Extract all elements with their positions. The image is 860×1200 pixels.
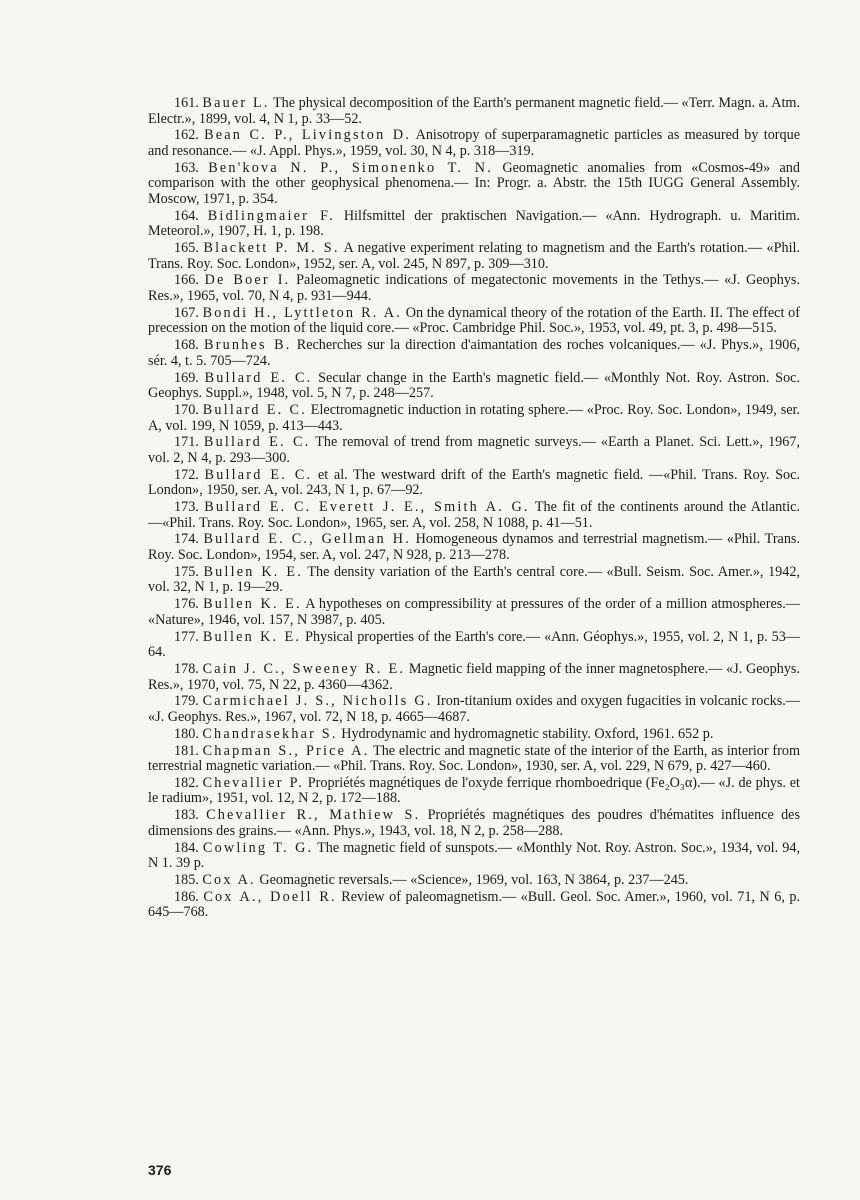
reference-entry [148, 532, 800, 563]
reference-text: Hilfsmittel der praktischen Navigation.— «Ann. Hydrograph. u. Maritim. Meteorol.», 1907, H. 1, p. 198. [148, 207, 800, 240]
reference-number: 178. [174, 660, 199, 677]
reference-text: Physical properties of the Earth's core.— «Ann. Géophys.», 1955, vol. 2, N 1, p. 53—64. [148, 628, 800, 661]
reference-authors: Carmichael J. S., Nicholls G. [202, 693, 433, 710]
reference-authors: Cox A., Doell R. [203, 888, 337, 905]
reference-entry [148, 727, 800, 743]
reference-entry [148, 338, 800, 369]
reference-entry [148, 630, 800, 661]
reference-authors: Chevallier P. [202, 774, 304, 791]
reference-number: 177. [174, 628, 199, 645]
reference-entry [148, 273, 800, 304]
reference-text: Secular change in the Earth's magnetic field.— «Monthly Not. Roy. Astron. Soc. Geophys. Suppl.», 1948, vol. 5, N 7, p. 248—257. [148, 369, 801, 402]
reference-text: Geomagnetic anomalies from «Cosmos-49» and comparison with the other geophysical phenomena.— In: Progr. a. Abstr. the 15th IUGG General Assembly. Moscow, 1971, p. 354. [148, 159, 800, 207]
reference-entry [148, 241, 800, 272]
reference-entry [148, 694, 800, 725]
reference-text: The magnetic field of sunspots.— «Monthly Not. Roy. Astron. Soc.», 1934, vol. 94, N 1. 39 p. [148, 839, 800, 872]
reference-authors: Bidlingmaier F. [207, 207, 335, 224]
reference-authors: Chapman S., Price A. [202, 742, 370, 759]
reference-text: Propriétés magnétiques de l'oxyde ferrique rhomboedrique (Fe₂O₃α).— «J. de phys. et le radium», 1951, vol. 12, N 2, p. 172—188. [148, 774, 800, 807]
reference-entry [148, 597, 800, 628]
reference-entry [148, 209, 800, 240]
reference-text: Review of paleomagnetism.— «Bull. Geol. Soc. Amer.», 1960, vol. 71, N 6, p. 645—768. [148, 888, 801, 921]
reference-number: 162. [174, 127, 199, 144]
reference-number: 172. [174, 466, 199, 483]
reference-authors: Cox A. [202, 872, 256, 888]
reference-text: A hypotheses on compressibility at pressures of the order of a million atmospheres.— «Nature», 1946, vol. 157, N 3987, p. 405. [148, 596, 800, 628]
reference-list [148, 96, 800, 922]
reference-text: Magnetic field mapping of the inner magnetosphere.— «J. Geophys. Res.», 1970, vol. 75, N 22, p. 4360—4362. [148, 660, 800, 693]
reference-authors: Blackett P. M. S. [203, 240, 340, 257]
reference-number: 179. [174, 693, 199, 710]
reference-number: 163. [174, 159, 199, 176]
reference-number: 186. [174, 888, 199, 905]
reference-authors: Chevallier R., Mathiew S. [206, 807, 421, 824]
reference-authors: Bullard E. C. [202, 401, 307, 418]
reference-text: Paleomagnetic indications of megatectonic movements in the Tethys.— «J. Geophys. Res.», 1965, vol. 70, N 4, p. 931—944. [148, 272, 800, 305]
reference-authors: Bullen K. E. [203, 563, 303, 580]
reference-number: 161. [174, 95, 199, 111]
reference-entry [148, 565, 800, 596]
reference-entry [148, 435, 800, 466]
reference-authors: Bullard E. C., Gellman H. [203, 531, 411, 548]
reference-entry [148, 776, 800, 807]
reference-authors: Bean C. P., Livingston D. [204, 127, 412, 144]
reference-number: 170. [174, 401, 199, 418]
reference-number: 180. [174, 725, 199, 742]
reference-text: et al. The westward drift of the Earth's magnetic field. —«Phil. Trans. Roy. Soc. London», 1950, ser. A, vol. 243, N 1, p. 67—92. [148, 466, 800, 499]
reference-entry [148, 808, 800, 839]
reference-authors: Bullard E. C. [203, 434, 311, 451]
reference-number: 167. [174, 304, 199, 321]
reference-number: 182. [174, 774, 199, 791]
reference-text: The density variation of the Earth's central core.— «Bull. Seism. Soc. Amer.», 1942, vol. 32, N 1, p. 19—29. [148, 563, 801, 596]
reference-text: Electromagnetic induction in rotating sphere.— «Proc. Roy. Soc. London», 1949, ser. A, vol. 199, N 1059, p. 413—443. [148, 401, 800, 434]
reference-entry [148, 371, 800, 402]
reference-number: 171. [174, 434, 199, 451]
reference-entry [148, 841, 800, 872]
reference-number: 165. [174, 240, 199, 257]
reference-entry [148, 306, 800, 337]
reference-entry [148, 662, 800, 693]
reference-number: 174. [174, 531, 199, 548]
reference-text: Iron-titanium oxides and oxygen fugacities in volcanic rocks.— «J. Geophys. Res.», 1967, vol. 72, N 18, p. 4665—4687. [148, 693, 800, 725]
reference-authors: Bullen K. E. [203, 596, 302, 613]
reference-text: The removal of trend from magnetic surveys.— «Earth a Planet. Sci. Lett.», 1967, vol. 2, N 4, p. 293—300. [148, 434, 801, 466]
reference-text: Hydrodynamic and hydromagnetic stability. Oxford, 1961. 652 p. [337, 725, 714, 742]
reference-number: 184. [174, 839, 199, 856]
reference-text: On the dynamical theory of the rotation of the Earth. II. The effect of precession on the motion of the liquid core.— «Proc. Cambridge Phil. Soc.», 1953, vol. 49, pt. 3, p. 498—515. [148, 304, 800, 337]
reference-number: 173. [174, 499, 199, 516]
reference-entry [148, 161, 800, 208]
reference-number: 175. [174, 563, 199, 580]
reference-text: A negative experiment relating to magnetism and the Earth's rotation.— «Phil. Trans. Roy. Soc. London», 1952, ser. A, vol. 245, N 897, p. 309—310. [148, 240, 801, 272]
reference-text: The fit of the continents around the Atlantic.—«Phil. Trans. Roy. Soc. London», 1965, ser. A, vol. 258, N 1088, p. 41—51. [148, 499, 800, 531]
reference-entry [148, 96, 800, 127]
reference-text: The physical decomposition of the Earth's permanent magnetic field.— «Terr. Magn. a. Atm. Electr.», 1899, vol. 4, N 1, p. 33—52. [148, 95, 800, 127]
reference-text: Propriétés magnétiques des poudres d'hématites influence des dimensions des grains.— «Ann. Phys.», 1943, vol. 18, N 2, p. 258—288. [148, 807, 800, 839]
reference-authors: Cowling T. G. [202, 839, 314, 856]
reference-authors: Bullen K. E. [202, 628, 302, 645]
reference-authors: Bauer L. [202, 95, 270, 111]
reference-authors: Bullard E. C. Everett J. E., Smith A. G. [204, 499, 530, 516]
reference-number: 168. [174, 337, 199, 354]
reference-entry [148, 744, 800, 775]
reference-number: 181. [174, 742, 199, 759]
reference-text: Anisotropy of superparamagnetic particles as measured by torque and resonance.— «J. Appl. Phys.», 1959, vol. 30, N 4, p. 318—319. [148, 127, 800, 159]
reference-number: 183. [174, 807, 199, 824]
reference-entry [148, 500, 800, 531]
reference-entry [148, 403, 800, 434]
reference-number: 166. [174, 272, 199, 289]
reference-authors: Cain J. C., Sweeney R. E. [202, 660, 406, 677]
reference-entry [148, 468, 800, 499]
reference-number: 176. [174, 596, 199, 613]
reference-text: The electric and magnetic state of the interior of the Earth, as interior from terrestrial magnetic variation.— «Phil. Trans. Roy. Soc. London», 1930, ser. A, vol. 229, N 679, p. 427—460. [148, 742, 800, 775]
reference-entry [148, 128, 800, 159]
page-number: 376 [148, 1162, 172, 1178]
reference-authors: Bullard E. C. [204, 369, 313, 386]
reference-authors: Ben'kova N. P., Simonenko T. N. [208, 159, 493, 176]
reference-number: 169. [174, 369, 199, 386]
reference-text: Geomagnetic reversals.— «Science», 1969, vol. 163, N 3864, p. 237—245. [255, 872, 689, 888]
reference-authors: De Boer I. [204, 272, 291, 289]
reference-authors: Bondi H., Lyttleton R. A. [202, 304, 402, 321]
reference-entry [148, 873, 800, 889]
reference-authors: Chandrasekhar S. [202, 725, 338, 742]
reference-text: Homogeneous dynamos and terrestrial magnetism.— «Phil. Trans. Roy. Soc. London», 1954, ser. A, vol. 247, N 928, p. 213—278. [148, 531, 800, 564]
reference-authors: Brunhes B. [204, 337, 292, 354]
reference-entry [148, 890, 800, 921]
reference-authors: Bullard E. C. [204, 466, 313, 483]
reference-number: 185. [174, 872, 199, 888]
reference-number: 164. [174, 207, 199, 224]
reference-text: Recherches sur la direction d'aimantation des roches volcaniques.— «J. Phys.», 1906, sér. 4, t. 5. 705—724. [148, 337, 801, 369]
